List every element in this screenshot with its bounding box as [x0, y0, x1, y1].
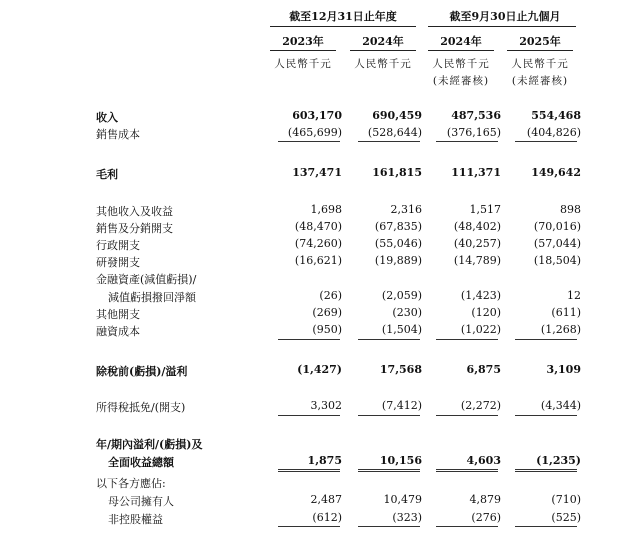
year-rule-4 — [507, 50, 573, 51]
cell-nci-2024: (323) — [392, 511, 422, 524]
cell-owners-2023: 2,487 — [310, 493, 342, 506]
underline-tax-3 — [436, 415, 498, 416]
cell-revenue-2024-nine: 487,536 — [451, 109, 501, 122]
cell-other-income-2025-nine: 898 — [560, 203, 581, 216]
cell-other-income-2023: 1,698 — [310, 203, 342, 216]
row-label-profit-before-tax: 除稅前(虧損)/溢利 . . . — [96, 363, 266, 379]
cell-selling-2023: (48,470) — [294, 220, 342, 233]
row-label-impairment-line2: 減值虧損撥回淨額 . . . — [108, 289, 266, 305]
cell-other-income-2024: 2,316 — [390, 203, 422, 216]
cell-impairment-2023: (26) — [319, 289, 342, 302]
cell-total-2024-nine: 4,603 — [466, 454, 501, 467]
year-header-2025-nine: 2025年 — [519, 35, 561, 48]
cell-other-exp-2024: (230) — [392, 306, 422, 319]
unit-label-1: 人民幣千元 — [274, 58, 332, 70]
underline-nci-2 — [358, 526, 420, 527]
cell-finance-2023: (950) — [312, 323, 342, 336]
underline-finance-3 — [436, 339, 498, 340]
cell-pbt-2023: (1,427) — [297, 363, 342, 376]
cell-selling-2024-nine: (48,402) — [453, 220, 501, 233]
header-rule-year — [270, 26, 416, 27]
year-header-2024: 2024年 — [362, 35, 404, 48]
row-label-revenue: 收入 . . . — [96, 109, 266, 125]
row-label-rnd-expenses: 研發開支 . . . — [96, 254, 266, 270]
year-header-2023: 2023年 — [282, 35, 324, 48]
cell-pbt-2024: 17,568 — [379, 363, 422, 376]
cell-total-2024: 10,156 — [379, 454, 422, 467]
cell-admin-2024-nine: (40,257) — [453, 237, 501, 250]
unit-label-2: 人民幣千元 — [354, 58, 412, 70]
cell-other-exp-2025-nine: (611) — [551, 306, 581, 319]
underline-cost-2 — [358, 141, 420, 142]
row-label-admin-expenses: 行政開支 . . . — [96, 237, 266, 253]
cell-gross-2024-nine: 111,371 — [451, 166, 501, 179]
row-label-income-tax: 所得稅抵免/(開支) . . . — [96, 399, 266, 415]
cell-selling-2024: (67,835) — [374, 220, 422, 233]
cell-owners-2024-nine: 4,879 — [469, 493, 501, 506]
cell-tax-2024: (7,412) — [381, 399, 422, 412]
cell-revenue-2024: 690,459 — [372, 109, 422, 122]
cell-cost-2024: (528,644) — [367, 126, 422, 139]
row-label-gross-profit: 毛利 . . . — [96, 166, 266, 182]
underline-tax-2 — [358, 415, 420, 416]
underline-nci-1 — [278, 526, 340, 527]
unaudited-label-1: (未經審核) — [432, 75, 490, 87]
unit-label-4: 人民幣千元 — [511, 58, 569, 70]
cell-total-2023: 1,875 — [307, 454, 342, 467]
row-label-other-income: 其他收入及收益 . . . — [96, 203, 266, 219]
cell-cost-2024-nine: (376,165) — [446, 126, 501, 139]
cell-impairment-2025-nine: 12 — [567, 289, 581, 302]
double-underline-total-3 — [436, 469, 498, 472]
unaudited-label-2: (未經審核) — [511, 75, 569, 87]
cell-cost-2025-nine: (404,826) — [526, 126, 581, 139]
cell-admin-2024: (55,046) — [374, 237, 422, 250]
cell-admin-2023: (74,260) — [294, 237, 342, 250]
cell-revenue-2023: 603,170 — [292, 109, 342, 122]
cell-other-exp-2024-nine: (120) — [471, 306, 501, 319]
cell-selling-2025-nine: (70,016) — [533, 220, 581, 233]
row-label-attributable-to: 以下各方應佔: — [96, 477, 166, 490]
cell-tax-2023: 3,302 — [310, 399, 342, 412]
cell-pbt-2025-nine: 3,109 — [546, 363, 581, 376]
cell-pbt-2024-nine: 6,875 — [466, 363, 501, 376]
cell-rnd-2023: (16,621) — [294, 254, 342, 267]
underline-cost-4 — [515, 141, 577, 142]
cell-tax-2024-nine: (2,272) — [460, 399, 501, 412]
underline-finance-1 — [278, 339, 340, 340]
cell-total-2025-nine: (1,235) — [536, 454, 581, 467]
cell-revenue-2025-nine: 554,468 — [531, 109, 581, 122]
double-underline-total-4 — [515, 469, 577, 472]
header-group-nine-months: 截至9月30日止九個月 — [449, 10, 561, 23]
cell-finance-2024: (1,504) — [381, 323, 422, 336]
year-rule-1 — [270, 50, 336, 51]
row-label-impairment-line1: 金融資產(減值虧損)/ — [96, 273, 197, 286]
header-rule-nine-months — [428, 26, 576, 27]
cell-finance-2024-nine: (1,022) — [460, 323, 501, 336]
cell-gross-2023: 137,471 — [292, 166, 342, 179]
underline-finance-2 — [358, 339, 420, 340]
cell-admin-2025-nine: (57,044) — [533, 237, 581, 250]
double-underline-total-2 — [358, 469, 420, 472]
cell-nci-2024-nine: (276) — [471, 511, 501, 524]
underline-tax-4 — [515, 415, 577, 416]
cell-owners-2024: 10,479 — [383, 493, 422, 506]
year-rule-3 — [428, 50, 494, 51]
cell-other-income-2024-nine: 1,517 — [469, 203, 501, 216]
cell-rnd-2024: (19,889) — [374, 254, 422, 267]
cell-nci-2023: (612) — [312, 511, 342, 524]
unit-label-3: 人民幣千元 — [432, 58, 490, 70]
underline-nci-4 — [515, 526, 577, 527]
row-label-total-comprehensive: 全面收益總額 . . . — [108, 454, 266, 470]
row-label-profit-for-period-line1: 年/期內溢利/(虧損)及 — [96, 438, 203, 451]
cell-tax-2025-nine: (4,344) — [540, 399, 581, 412]
row-label-finance-costs: 融資成本 . . . — [96, 323, 266, 339]
row-label-non-controlling: 非控股權益 . . . — [108, 511, 266, 527]
cell-finance-2025-nine: (1,268) — [540, 323, 581, 336]
year-header-2024-nine: 2024年 — [440, 35, 482, 48]
cell-rnd-2024-nine: (14,789) — [453, 254, 501, 267]
header-group-year: 截至12月31日止年度 — [289, 10, 397, 23]
underline-finance-4 — [515, 339, 577, 340]
underline-cost-1 — [278, 141, 340, 142]
underline-cost-3 — [436, 141, 498, 142]
row-label-other-expenses: 其他開支 . . . — [96, 306, 266, 322]
cell-gross-2024: 161,815 — [372, 166, 422, 179]
cell-impairment-2024-nine: (1,423) — [460, 289, 501, 302]
row-label-owners-of-parent: 母公司擁有人 . . . — [108, 493, 266, 509]
year-rule-2 — [350, 50, 416, 51]
cell-cost-2023: (465,699) — [287, 126, 342, 139]
underline-tax-1 — [278, 415, 340, 416]
cell-rnd-2025-nine: (18,504) — [533, 254, 581, 267]
double-underline-total-1 — [278, 469, 340, 472]
row-label-cost-of-sales: 銷售成本 . . . — [96, 126, 266, 142]
cell-nci-2025-nine: (525) — [551, 511, 581, 524]
cell-other-exp-2023: (269) — [312, 306, 342, 319]
cell-owners-2025-nine: (710) — [551, 493, 581, 506]
row-label-selling-expenses: 銷售及分銷開支 . . . — [96, 220, 266, 236]
cell-impairment-2024: (2,059) — [381, 289, 422, 302]
underline-nci-3 — [436, 526, 498, 527]
cell-gross-2025-nine: 149,642 — [531, 166, 581, 179]
